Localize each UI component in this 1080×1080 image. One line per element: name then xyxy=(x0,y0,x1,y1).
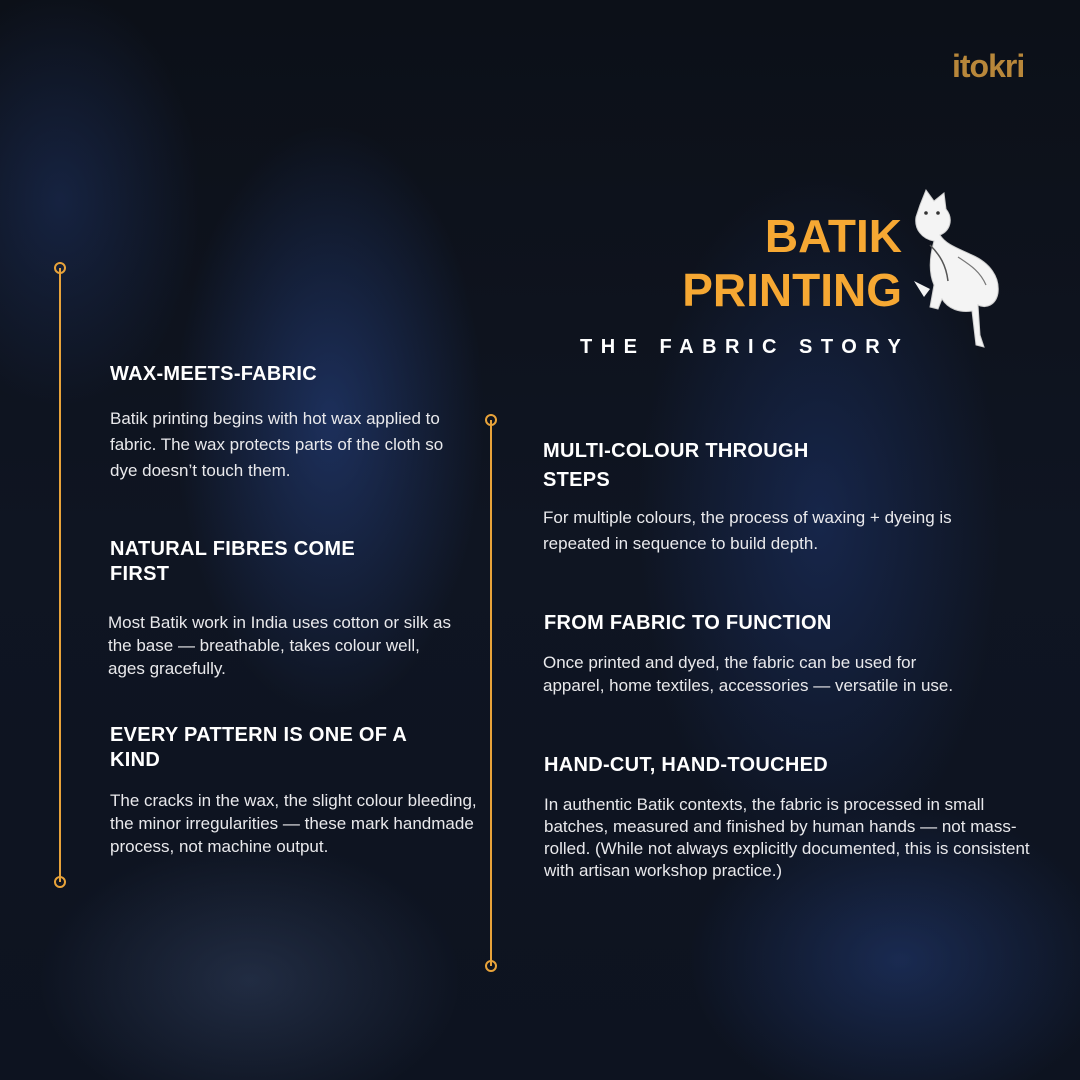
right-timeline-top-dot xyxy=(485,414,497,426)
page-title-line1: BATIK xyxy=(764,210,902,262)
section-body: Once printed and dyed, the fabric can be used for apparel, home textiles, accessories — versatile in use. xyxy=(543,653,954,695)
section-heading: EVERY PATTERN IS ONE OF A KIND xyxy=(110,724,407,771)
right-timeline-line xyxy=(490,420,492,966)
section-heading: WAX-MEETS-FABRIC xyxy=(110,363,318,385)
right-timeline-bottom-dot xyxy=(485,960,497,972)
section-body: In authentic Batik contexts, the fabric is processed in small batches, measured and finished by human hands — not mass-rolled. (While not always explicitly documented, this is consistent with artisan workshop practice.) xyxy=(544,795,1030,880)
section-body: The cracks in the wax, the slight colour bleeding, the minor irregularities — these mark handmade process, not machine output. xyxy=(110,791,477,856)
section-heading: NATURAL FIBRES COME FIRST xyxy=(110,538,355,585)
section-body: Most Batik work in India uses cotton or silk as the base — breathable, takes colour well, ages gracefully. xyxy=(108,613,451,678)
section-body: For multiple colours, the process of waxing + dyeing is repeated in sequence to build depth. xyxy=(543,508,952,553)
left-timeline-bottom-dot xyxy=(54,876,66,888)
page-title-line2: PRINTING xyxy=(682,264,902,316)
left-timeline-top-dot xyxy=(54,262,66,274)
itokri-logo: itokri xyxy=(952,48,1025,84)
section-body: Batik printing begins with hot wax applied to fabric. The wax protects parts of the cloth so dye doesn’t touch them. xyxy=(110,409,444,480)
left-timeline-line xyxy=(59,268,61,882)
cat-illustration-icon xyxy=(900,185,1010,350)
page-subtitle: THE FABRIC STORY xyxy=(580,336,910,358)
section-heading: MULTI-COLOUR THROUGH STEPS xyxy=(543,440,809,491)
section-heading: FROM FABRIC TO FUNCTION xyxy=(544,612,832,634)
section-heading: HAND-CUT, HAND-TOUCHED xyxy=(544,754,828,776)
